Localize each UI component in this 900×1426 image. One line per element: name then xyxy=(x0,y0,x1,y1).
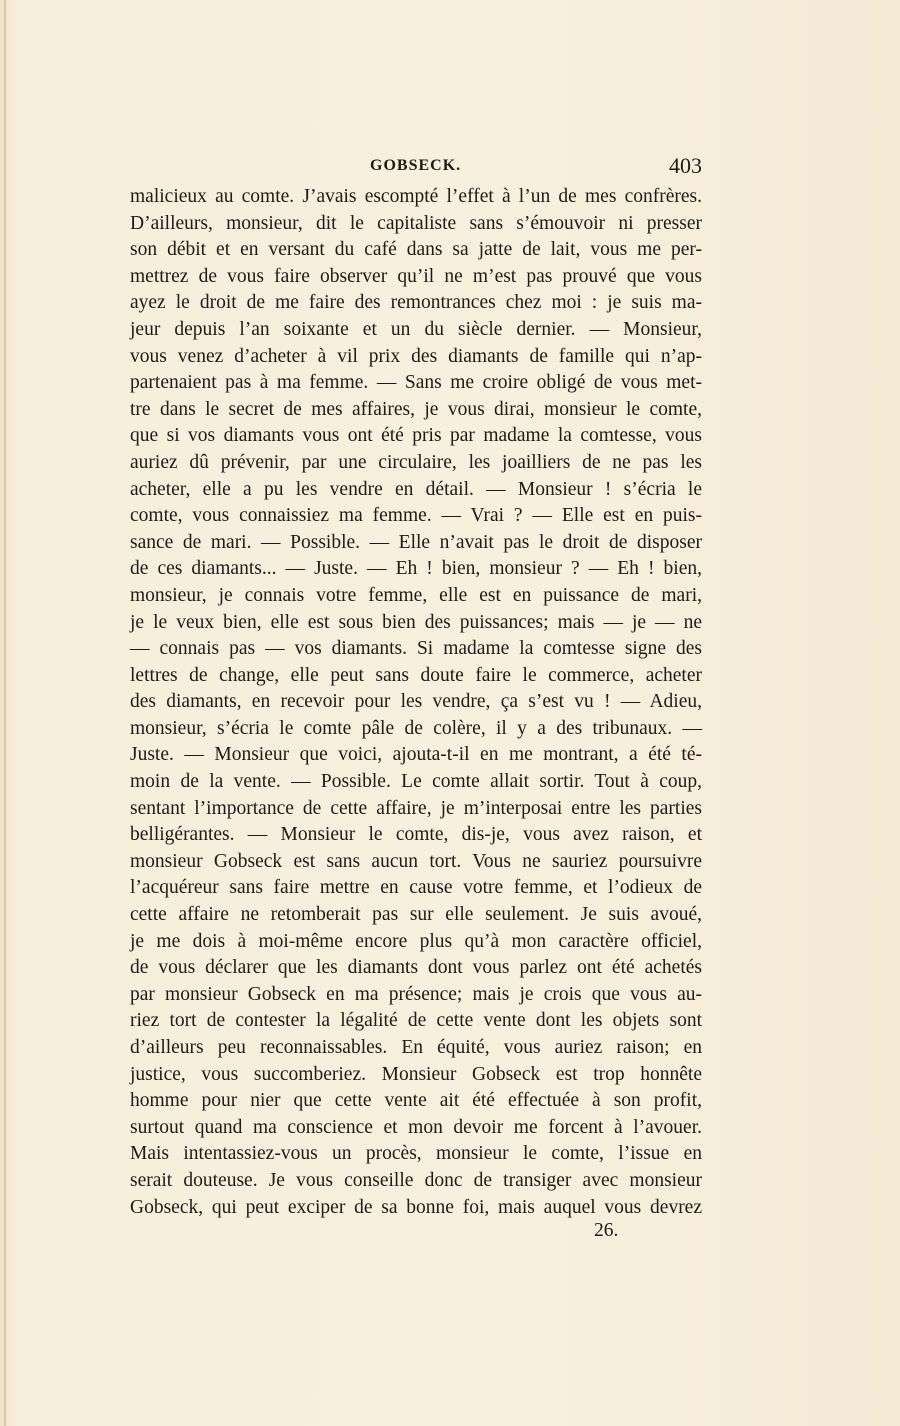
text-line: des diamants, en recevoir pour les vendre, ça s’est vu ! — Adieu, xyxy=(130,691,702,713)
text-line: que si vos diamants vous ont été pris par madame la comtesse, vous xyxy=(130,425,702,447)
text-line: je me dois à moi-même encore plus qu’à mon caractère officiel, xyxy=(130,930,702,952)
text-line: serait douteuse. Je vous conseille donc de transiger avec monsieur xyxy=(130,1169,702,1191)
text-line: surtout quand ma conscience et mon devoir me forcent à l’avouer. xyxy=(130,1116,702,1138)
text-line: d’ailleurs peu reconnaissables. En équité, vous auriez raison; en xyxy=(130,1037,702,1058)
text-line: Mais intentassiez-vous un procès, monsieur le comte, l’issue en xyxy=(130,1143,702,1165)
text-line: par monsieur Gobseck en ma présence; mais je crois que vous au- xyxy=(130,983,702,1005)
text-line: de vous déclarer que les diamants dont vous parlez ont été achetés xyxy=(130,957,702,979)
text-line: de ces diamants... — Juste. — Eh ! bien, monsieur ? — Eh ! bien, xyxy=(130,558,702,580)
text-line: riez tort de contester la légalité de cette vente dont les objets sont xyxy=(130,1010,702,1032)
text-line: malicieux au comte. J’avais escompté l’effet à l’un de mes confrères. xyxy=(130,186,702,207)
text-line: comte, vous connaissiez ma femme. — Vrai ? — Elle est en puis- xyxy=(130,505,702,527)
running-head xyxy=(130,153,702,183)
page-edge xyxy=(4,0,6,1426)
text-line: monsieur, s’écria le comte pâle de colère, il y a des tribunaux. — xyxy=(130,717,702,739)
text-line: cette affaire ne retomberait pas sur elle seulement. Je suis avoué, xyxy=(130,904,702,926)
text-line: je le veux bien, elle est sous bien des puissances; mais — je — ne xyxy=(130,611,702,633)
body-text xyxy=(130,184,702,1221)
text-line: vous venez d’acheter à vil prix des diamants de famille qui n’ap- xyxy=(130,345,702,367)
text-line: lettres de change, elle peut sans doute faire le commerce, acheter xyxy=(130,664,702,686)
text-line: auriez dû prévenir, par une circulaire, les joailliers de ne pas les xyxy=(130,451,702,473)
text-line: monsieur, je connais votre femme, elle est en puissance de mari, xyxy=(130,584,702,606)
text-line: justice, vous succomberiez. Monsieur Gobseck est trop honnête xyxy=(130,1063,702,1085)
running-title: GOBSECK. xyxy=(370,157,462,174)
text-line: mettrez de vous faire observer qu’il ne m’est pas prouvé que vous xyxy=(130,265,702,287)
page-number: 403 xyxy=(669,153,702,178)
text-line: belligérantes. — Monsieur le comte, dis-je, vous avez raison, et xyxy=(130,824,702,846)
text-line: tre dans le secret de mes affaires, je vous dirai, monsieur le comte, xyxy=(130,398,702,420)
text-line: jeur depuis l’an soixante et un du siècle dernier. — Monsieur, xyxy=(130,318,702,340)
text-line: homme pour nier que cette vente ait été effectuée à son profit, xyxy=(130,1090,702,1112)
text-line: moin de la vente. — Possible. Le comte allait sortir. Tout à coup, xyxy=(130,771,702,793)
text-line: l’acquéreur sans faire mettre en cause votre femme, et l’odieux de xyxy=(130,877,702,899)
text-line: sance de mari. — Possible. — Elle n’avait pas le droit de disposer xyxy=(130,531,702,553)
text-line: son débit et en versant du café dans sa jatte de lait, vous me per- xyxy=(130,239,702,261)
text-line: — connais pas — vos diamants. Si madame la comtesse signe des xyxy=(130,638,702,660)
text-line: partenaient pas à ma femme. — Sans me croire obligé de vous met- xyxy=(130,372,702,394)
signature-mark: 26. xyxy=(594,1220,619,1241)
text-line: sentant l’importance de cette affaire, je m’interposai entre les parties xyxy=(130,797,702,819)
text-line: D’ailleurs, monsieur, dit le capitaliste sans s’émouvoir ni presser xyxy=(130,212,702,234)
text-line: Gobseck, qui peut exciper de sa bonne foi, mais auquel vous devrez xyxy=(130,1196,702,1218)
text-line: monsieur Gobseck est sans aucun tort. Vous ne sauriez poursuivre xyxy=(130,850,702,872)
text-line: acheter, elle a pu les vendre en détail. — Monsieur ! s’écria le xyxy=(130,478,702,500)
text-line: Juste. — Monsieur que voici, ajouta-t-il en me montrant, a été té- xyxy=(130,744,702,766)
text-line: ayez le droit de me faire des remontrances chez moi : je suis ma- xyxy=(130,292,702,314)
